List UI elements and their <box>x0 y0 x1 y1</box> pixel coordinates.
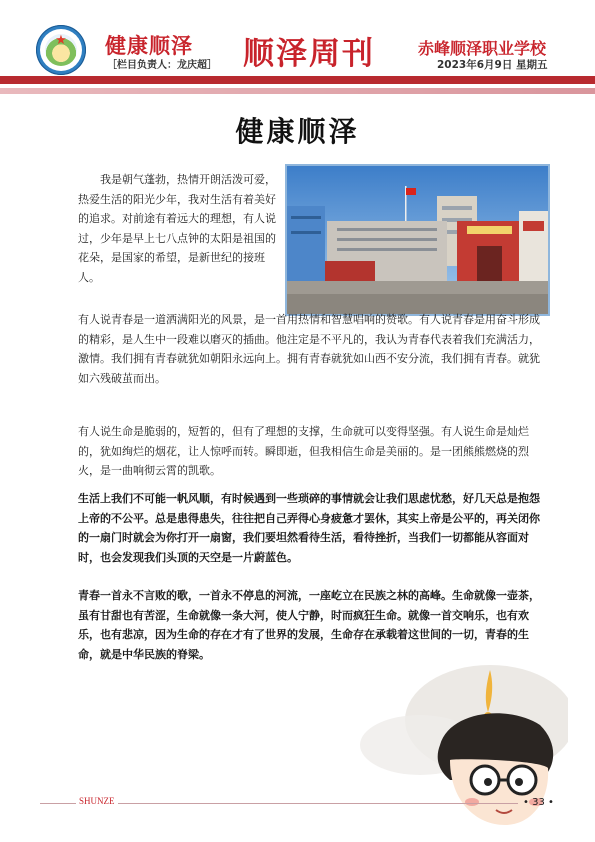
column-title: 健康顺泽 <box>105 34 193 58</box>
page-number: • 33 • <box>523 797 554 808</box>
footer-brand: SHUNZE <box>76 796 118 806</box>
article-paragraph-2: 有人说青春是一道洒满阳光的风景，是一首用热情和智慧唱响的赞歌。有人说青春是用奋斗形成的精彩，是人生中一段难以磨灭的插曲。他注定是不平凡的，我认为青春代表着我们充满活力，激情。我们拥有青春就犹如朝阳永远向上。拥有青春就犹如山西不安分流，我们拥有青春。就犹如六残破茧而出。 <box>78 313 540 385</box>
article-paragraph-5: 青春一首永不言败的歌，一首永不停息的河流，一座屹立在民族之林的高峰。生命就像一壶茶，虽有甘甜也有苦涩，生命就像一条大河，使人宁静，时而疯狂生命。就像一首交响乐，也有欢乐，也有悲凉，因为生命的存在才有了世界的发展，生命存在承载着这世间的一切，青春的生命，就是中华民族的脊梁。 <box>78 589 540 661</box>
header-band-red <box>0 76 595 84</box>
school-name: 赤峰顺泽职业学校 <box>418 39 547 58</box>
paper-name: 顺泽周刊 <box>243 36 375 72</box>
campus-photo <box>285 164 550 316</box>
header-band-pink <box>0 88 595 94</box>
article-paragraph-4: 生活上我们不可能一帆风顺，有时候遇到一些琐碎的事情就会让我们思虑忧愁，好几天总是抱怨上帝的不公平。总是患得患失，往往把自己弄得心身疲惫才罢休，其实上帝是公平的，再关闭你的一扇门时就会为你打开一扇窗，我们要坦然看待生活，看待挫折，当我们一切都能从容面对时，也会发现我们头顶的天空是一片蔚蓝色。 <box>78 492 540 564</box>
article-title: 健康顺泽 <box>235 115 360 148</box>
article-paragraph-3: 有人说生命是脆弱的，短暂的，但有了理想的支撑，生命就可以变得坚强。有人说生命是灿烂的，犹如绚烂的烟花，让人惊呼而转。瞬即逝，但我相信生命是美丽的。是一团熊熊燃烧的烈火，是一曲响彻云霄的凯歌。 <box>78 425 529 477</box>
issue-date: 2023年6月9日 星期五 <box>437 59 548 71</box>
article-paragraph-1: 我是朝气蓬勃，热情开朗活泼可爱，热爱生活的阳光少年，我对生活有着美好的追求。对前途有着远大的理想，有人说过，少年是早上七八点钟的太阳是祖国的花朵，是国家的希望，是新世纪的接班人。 <box>78 173 276 284</box>
school-logo: ★ <box>36 25 86 75</box>
column-editor: ［栏目负责人：龙庆超］ <box>107 60 217 71</box>
